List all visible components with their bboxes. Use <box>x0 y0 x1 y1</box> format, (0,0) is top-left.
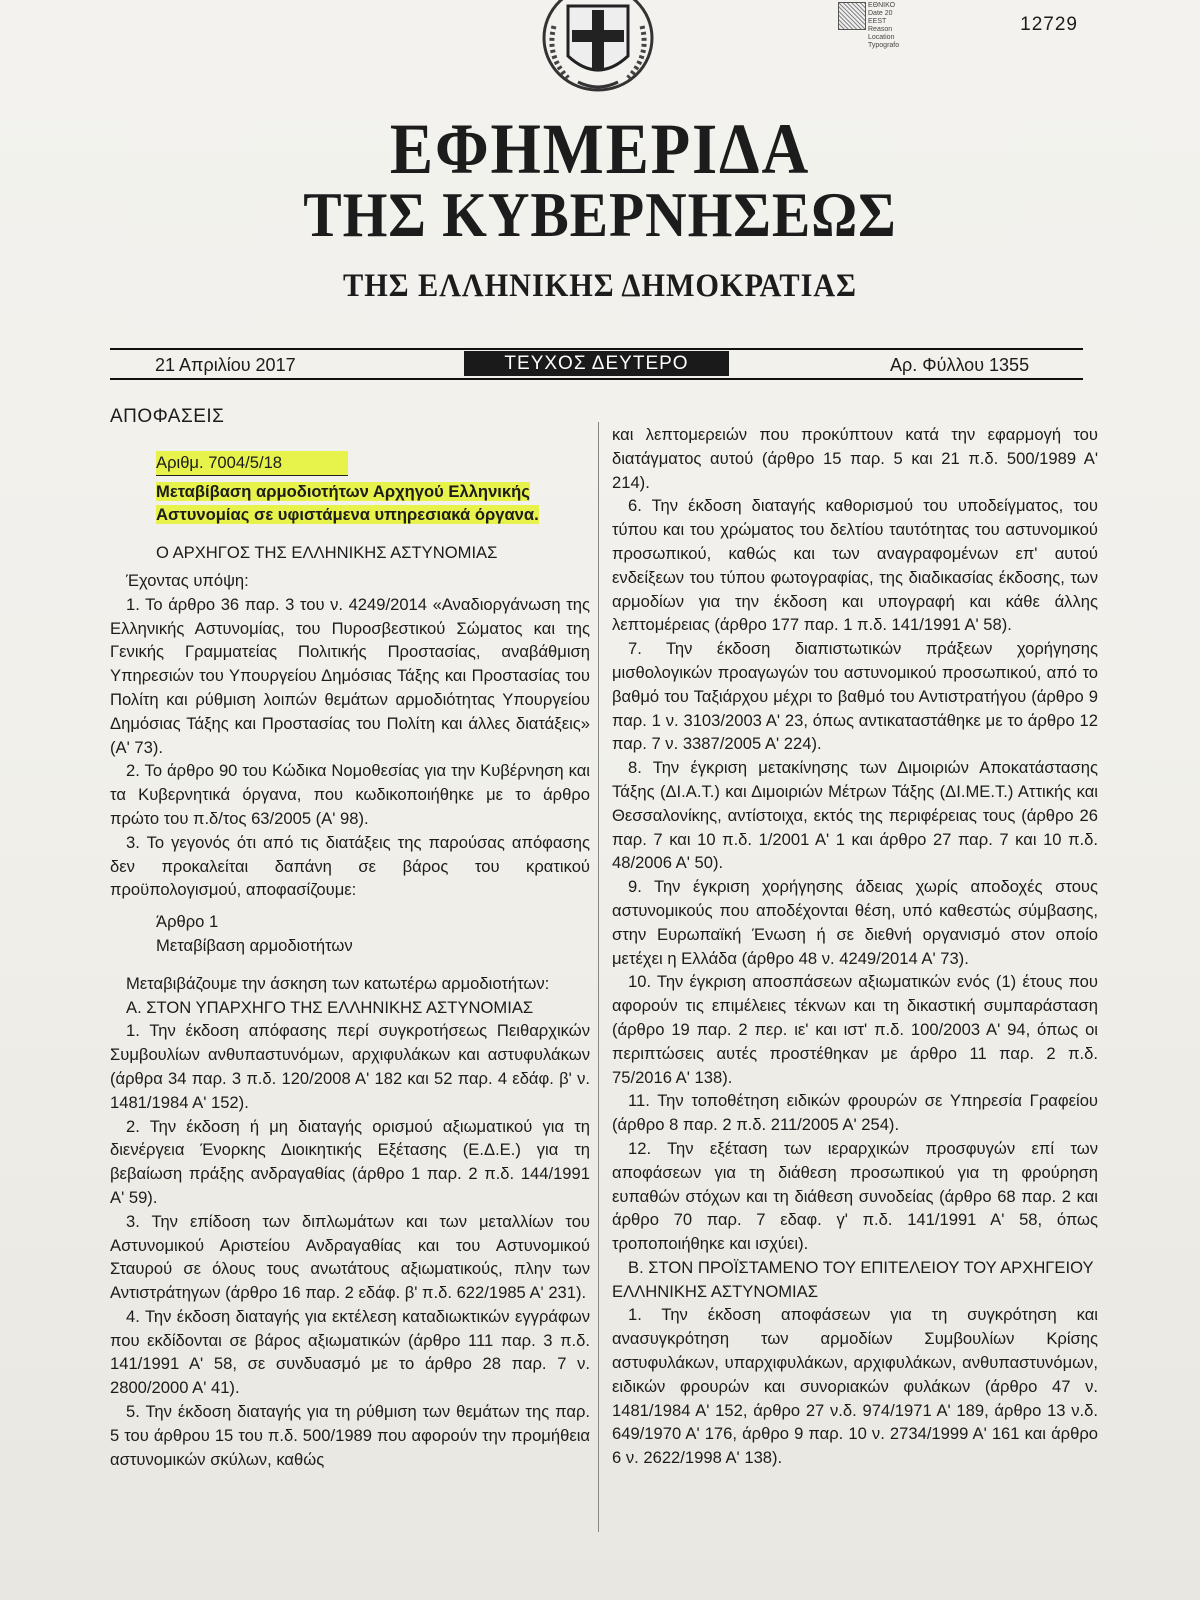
item-a5-continued: και λεπτομερειών που προκύπτουν κατά την εφαρμογή του διατάγματος αυτού (άρθρο 15 παρ. 5 και 21 π.δ. 500/1989 Α' 214). <box>612 425 1098 492</box>
stamp-line: Location <box>868 34 895 41</box>
section-b-heading: Β. ΣΤΟΝ ΠΡΟΪΣΤΑΜΕΝΟ ΤΟΥ ΕΠΙΤΕΛΕΙΟΥ ΤΟΥ ΑΡΧΗΓΕΙΟΥ ΕΛΛΗΝΙΚΗΣ ΑΣΤΥΝΟΜΙΑΣ <box>612 1257 1094 1301</box>
digital-signature-stamp <box>838 2 938 64</box>
article-intro: Μεταβιβάζουμε την άσκηση των κατωτέρω αρμοδιοτήτων: <box>126 973 550 993</box>
item-a8: 8. Την έγκριση μετακίνησης των Διμοιριών Αποκατάστασης Τάξης (ΔΙ.Α.Τ.) και Διμοιριών Μέτρων Τάξης (ΔΙ.ΜΕ.Τ.) Αττικής και Θεσσαλονίκης, αντίστοιχα, εκτός της περιφέρειας τους (άρθρο 26 παρ. 7 και 10 π.δ. 1/2001 Α' 1 και άρθρο 27 παρ. 7 και 10 π.δ. 48/2006 Α' 50). <box>612 758 1098 873</box>
section-heading: ΑΠΟΦΑΣΕΙΣ <box>110 406 225 427</box>
column-divider <box>598 422 599 1532</box>
item-b1: 1. Την έκδοση αποφάσεων για τη συγκρότηση και ανασυγκρότηση των αρμοδίων Συμβουλίων Κρίσης αστυφυλάκων, υπαρχιφυλάκων, αρχιφυλάκων, ανθυπαστυνόμων, ειδικών φρουρών και συνοριακών φυλάκων (άρθρο 47 ν. 1481/1984 Α' 152, άρθρο 27 ν.δ. 974/1971 Α' 189, άρθρο 13 ν.δ. 649/1970 Α' 176, άρθρο 9 παρ. 10 ν. 2734/1999 Α' 161 και άρθρο 6 ν. 2622/1998 Α' 138). <box>612 1305 1098 1468</box>
signature-seal-icon <box>838 2 866 30</box>
item-a6: 6. Την έκδοση διαταγής καθορισμού του υποδείγματος, του τύπου και του χρώματος του δελτίου ταυτότητας του αστυνομικού προσωπικού, καθώς και των αναγραφομένων επ' αυτού ενδείξεων του τύπου φωτογραφίας, της διαδικασίας έκδοσης, των αρμοδίων για την έκδοση και υπογραφή και κάθε άλλης λεπτομέρειας (άρθρο 177 παρ. 1 π.δ. 141/1991 Α' 58). <box>612 496 1098 635</box>
article-label: Άρθρο 1 <box>156 912 219 932</box>
authority-heading: Ο ΑΡΧΗΓΟΣ ΤΗΣ ΕΛΛΗΝΙΚΗΣ ΑΣΤΥΝΟΜΙΑΣ <box>156 543 498 563</box>
issue-date: 21 Απριλίου 2017 <box>155 355 296 375</box>
section-a-heading: Α. ΣΤΟΝ ΥΠΑΡΧΗΓΟ ΤΗΣ ΕΛΛΗΝΙΚΗΣ ΑΣΤΥΝΟΜΙΑΣ <box>126 997 534 1017</box>
recital-3: 3. Το γεγονός ότι από τις διατάξεις της παρούσας απόφασης δεν προκαλείται δαπάνη σε βάρος του κρατικού προϋπολογισμού, αποφασίζουμε: <box>110 832 590 900</box>
greek-coat-of-arms-icon <box>538 0 658 96</box>
left-column <box>110 405 590 1471</box>
right-column <box>612 423 1098 1470</box>
item-a7: 7. Την έκδοση διαπιστωτικών πράξεων χορήγησης μισθολογικών προαγωγών του αστυνομικού προσωπικού, από το βαθμό του Ταξιάρχου μέχρι το βαθμό του Αντιστρατήγου (άρθρο 9 παρ. 1 ν. 3103/2003 Α' 23, όπως αντικαταστάθηκε με το άρθρο 12 παρ. 7 ν. 3387/2005 Α' 224). <box>612 639 1098 754</box>
item-a11: 11. Την τοποθέτηση ειδικών φρουρών σε Υπηρεσία Γραφείου (άρθρο 8 παρ. 2 π.δ. 211/2005 Α' 254). <box>612 1091 1098 1135</box>
recital-2: 2. Το άρθρο 90 του Κώδικα Νομοθεσίας για την Κυβέρνηση και τα Κυβερνητικά όργανα, που κωδικοποιήθηκε με το άρθρο πρώτο του π.δ/τος 63/2005 (Α' 98). <box>110 761 590 828</box>
bottom-rule <box>110 378 1083 380</box>
stamp-line: ΕΘΝΙΚΟ <box>868 2 896 9</box>
considering-label: Έχοντας υπόψη: <box>126 570 249 590</box>
issue-series-badge: ΤΕΥΧΟΣ ΔΕΥΤΕΡΟ <box>464 351 729 376</box>
item-a4: 4. Την έκδοση διαταγής για εκτέλεση καταδιωκτικών εγγράφων που εκδίδονται σε βάρος αξιωματικών (άρθρο 111 παρ. 3 π.δ. 141/1991 Α' 58, σε συνδυασμό με το άρθρο 28 παρ. 7 ν. 2800/2000 Α' 41). <box>110 1306 590 1398</box>
decision-title: Μεταβίβαση αρμοδιοτήτων Αρχηγού Ελληνικής Αστυνομίας σε υφιστάμενα υπηρεσιακά όργανα. <box>156 481 539 525</box>
item-a1: 1. Την έκδοση απόφασης περί συγκροτήσεως Πειθαρχικών Συμβουλίων ανθυπαστυνόμων, αρχιφυλάκων και αστυφυλάκων (άρθρα 34 παρ. 3 π.δ. 120/2008 Α' 182 και 52 παρ. 4 εδάφ. β' ν. 1481/1984 Α' 152). <box>110 1021 590 1112</box>
item-a12: 12. Την εξέταση των ιεραρχικών προσφυγών επί των αποφάσεων για τη διάθεση προσωπικού για τη φρούρηση ευπαθών στόχων και τη διάθεση συνοδείας (άρθρο 68 παρ. 2 και άρθρο 70 παρ. 7 εδαφ. γ' π.δ. 141/1991 Α' 58, όπως τροποποιήθηκε και ισχύει). <box>612 1138 1098 1254</box>
serial-number: 12729 <box>1020 14 1078 35</box>
stamp-line: Date 20 <box>868 10 893 17</box>
masthead-subtitle: ΤΗΣ ΚΥΒΕΡΝΗΣΕΩΣ <box>303 179 897 250</box>
stamp-line: EEST <box>868 18 887 25</box>
sheet-number: Αρ. Φύλλου 1355 <box>890 355 1030 375</box>
item-a9: 9. Την έγκριση χορήγησης άδειας χωρίς αποδοχές στους αστυνομικούς που αποδέχονται θέση, υπό καθεστώς σύμβασης, στην Ευρωπαϊκή Ένωση ή σε διεθνή οργανισμό στον οποίο μετέχει η Ελλάδα (άρθρο 48 ν. 4249/2014 Α' 73). <box>612 877 1098 968</box>
item-a3: 3. Την επίδοση των διπλωμάτων και των μεταλλίων του Αστυνομικού Αριστείου Ανδραγαθίας και του Αστυνομικού Σταυρού σε όλους τους ανωτάτους αξιωματικούς, πλην των Αντιστράτηγων (άρθρο 16 παρ. 2 εδάφ. β' π.δ. 622/1985 Α' 231). <box>110 1211 590 1303</box>
masthead-republic: ΤΗΣ ΕΛΛΗΝΙΚΗΣ ΔΗΜΟΚΡΑΤΙΑΣ <box>343 268 857 304</box>
item-a10: 10. Την έγκριση αποσπάσεων αξιωματικών ενός (1) έτους που αφορούν τις επιμέλειες τέκνων και τη δικαστική συμπαράσταση (άρθρο 19 παρ. 2 περ. ιε' και ιστ' π.δ. 100/2003 Α' 94, όπως οι περιπτώσεις αυτές προστέθηκαν με άρθρο 11 παρ. 2 π.δ. 75/2016 Α' 138). <box>612 972 1098 1087</box>
article-title: Μεταβίβαση αρμοδιοτήτων <box>156 935 353 955</box>
recital-1: 1. Το άρθρο 36 παρ. 3 του ν. 4249/2014 «Αναδιοργάνωση της Ελληνικής Αστυνομίας, του Πυροσβεστικού Σώματος και της Γενικής Γραμματείας Πολιτικής Προστασίας, αναβάθμιση Υπηρεσιών του Υπουργείου Δημόσιας Τάξης και Προστασίας του Πολίτη και ρύθμιση λοιπών θεμάτων αρμοδιότητας Υπουργείου Δημόσιας Τάξης και Προστασίας του Πολίτη και άλλες διατάξεις» (Α' 73). <box>110 594 590 757</box>
item-a2: 2. Την έκδοση ή μη διαταγής ορισμού αξιωματικού για τη διενέργεια Ένορκης Διοικητικής Εξέτασης (Ε.Δ.Ε.) για τη βεβαίωση πράξης ανδραγαθίας (άρθρο 1 παρ. 2 π.δ. 144/1991 Α' 59). <box>110 1116 590 1207</box>
top-rule <box>110 348 1083 350</box>
masthead-title: ΕΦΗΜΕΡΙΔΑ <box>389 109 811 189</box>
stamp-line: Typografo <box>868 42 900 49</box>
stamp-line: Reason <box>868 26 893 33</box>
item-a5: 5. Την έκδοση διαταγής για τη ρύθμιση των θεμάτων της παρ. 5 του άρθρου 15 του π.δ. 500/1989 που αφορούν την προμήθεια αστυνομικών σκύλων, καθώς <box>110 1402 590 1469</box>
decision-number: Αριθμ. 7004/5/18 <box>156 451 348 476</box>
